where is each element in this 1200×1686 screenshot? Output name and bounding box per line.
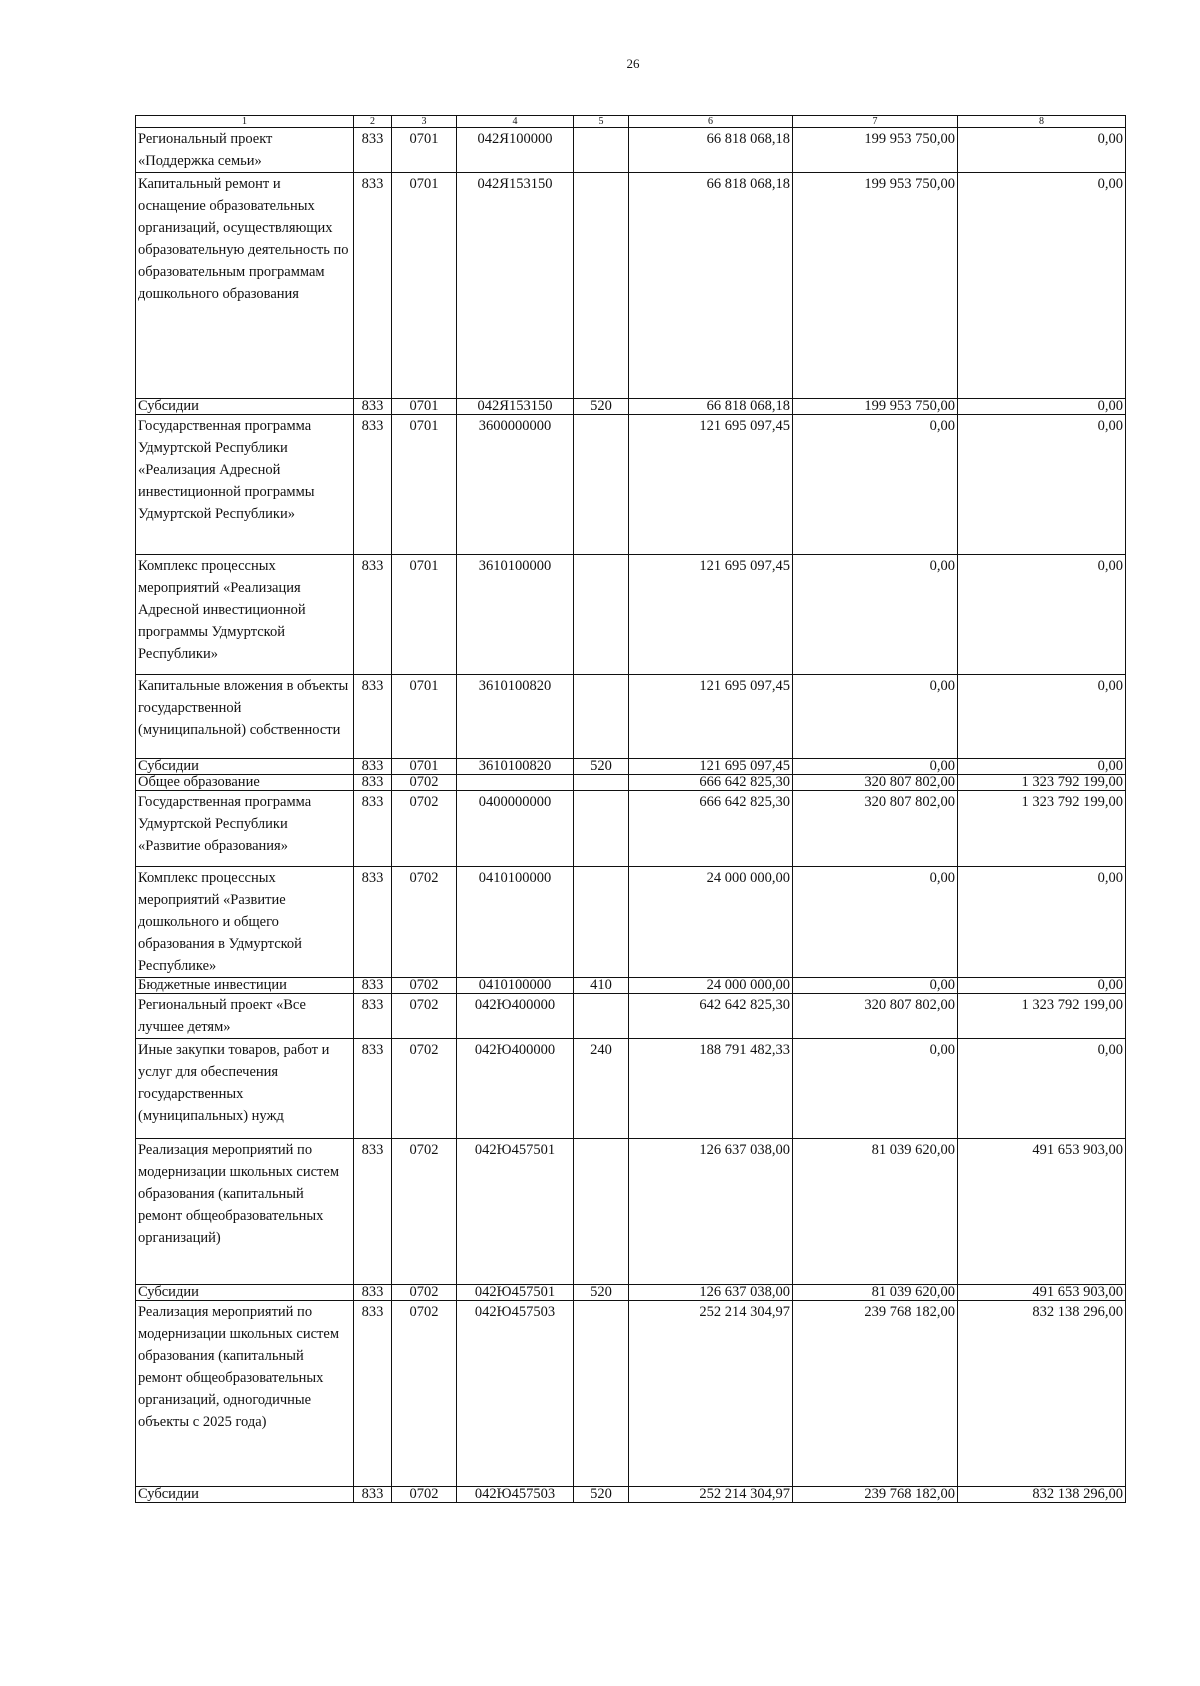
expense-type-cell: 240 [574,1039,629,1139]
amount-cell: 0,00 [793,978,958,994]
column-header: 6 [629,116,793,128]
section-cell: 0701 [392,555,457,675]
expense-type-cell [574,994,629,1039]
table-row [136,978,1126,994]
row-name-cell: Капитальный ремонт и оснащение образовательных организаций, осуществляющих образовательную деятельность по образовательным программам дошкольного образования [136,173,354,399]
code-cell: 833 [354,1487,392,1503]
expense-type-cell [574,415,629,555]
column-header: 3 [392,116,457,128]
column-header: 5 [574,116,629,128]
code-cell: 833 [354,1139,392,1285]
target-article-cell: 042Ю457503 [457,1301,574,1487]
row-name-cell: Комплекс процессных мероприятий «Развитие дошкольного и общего образования в Удмуртской Республике» [136,867,354,978]
table-header-row [136,116,1126,128]
amount-cell: 0,00 [793,867,958,978]
amount-cell: 252 214 304,97 [629,1301,793,1487]
table-row [136,759,1126,775]
amount-cell: 66 818 068,18 [629,399,793,415]
section-cell: 0701 [392,173,457,399]
column-header: 2 [354,116,392,128]
section-cell: 0701 [392,128,457,173]
table-row [136,791,1126,867]
code-cell: 833 [354,867,392,978]
table-row [136,555,1126,675]
amount-cell: 121 695 097,45 [629,675,793,759]
table-row [136,173,1126,399]
column-header: 7 [793,116,958,128]
row-name-cell: Реализация мероприятий по модернизации школьных систем образования (капитальный ремонт общеобразовательных организаций) [136,1139,354,1285]
row-name-cell: Субсидии [136,1285,354,1301]
row-name-cell: Государственная программа Удмуртской Республики «Реализация Адресной инвестиционной программы Удмуртской Республики» [136,415,354,555]
amount-cell: 66 818 068,18 [629,173,793,399]
target-article-cell: 3610100000 [457,555,574,675]
expense-type-cell [574,555,629,675]
amount-cell: 666 642 825,30 [629,775,793,791]
section-cell: 0701 [392,399,457,415]
target-article-cell: 042Я100000 [457,128,574,173]
code-cell: 833 [354,399,392,415]
amount-cell: 0,00 [793,415,958,555]
page-number: 26 [626,56,640,71]
row-name-cell: Региональный проект «Поддержка семьи» [136,128,354,173]
section-cell: 0702 [392,1139,457,1285]
section-cell: 0702 [392,775,457,791]
target-article-cell: 3600000000 [457,415,574,555]
amount-cell: 0,00 [958,675,1126,759]
amount-cell: 0,00 [958,173,1126,399]
row-name-cell: Государственная программа Удмуртской Республики «Развитие образования» [136,791,354,867]
section-cell: 0702 [392,791,457,867]
target-article-cell: 0410100000 [457,978,574,994]
table-row [136,1039,1126,1139]
amount-cell: 491 653 903,00 [958,1139,1126,1285]
code-cell: 833 [354,1301,392,1487]
amount-cell: 320 807 802,00 [793,775,958,791]
amount-cell: 491 653 903,00 [958,1285,1126,1301]
code-cell: 833 [354,415,392,555]
table-row [136,994,1126,1039]
amount-cell: 0,00 [958,867,1126,978]
row-name-cell: Региональный проект «Все лучшее детям» [136,994,354,1039]
expense-type-cell [574,867,629,978]
amount-cell: 239 768 182,00 [793,1487,958,1503]
code-cell: 833 [354,675,392,759]
table-row [136,1487,1126,1503]
section-cell: 0701 [392,675,457,759]
section-cell: 0701 [392,759,457,775]
row-name-cell: Субсидии [136,759,354,775]
column-header: 1 [136,116,354,128]
row-name-cell: Капитальные вложения в объекты государственной (муниципальной) собственности [136,675,354,759]
section-cell: 0701 [392,415,457,555]
row-name-cell: Субсидии [136,399,354,415]
expense-type-cell [574,128,629,173]
row-name-cell: Реализация мероприятий по модернизации школьных систем образования (капитальный ремонт общеобразовательных организаций, одногодичные объекты с 2025 года) [136,1301,354,1487]
section-cell: 0702 [392,978,457,994]
amount-cell: 199 953 750,00 [793,128,958,173]
expense-type-cell: 410 [574,978,629,994]
expense-type-cell [574,1301,629,1487]
amount-cell: 1 323 792 199,00 [958,775,1126,791]
expense-type-cell: 520 [574,1285,629,1301]
code-cell: 833 [354,759,392,775]
amount-cell: 81 039 620,00 [793,1285,958,1301]
amount-cell: 81 039 620,00 [793,1139,958,1285]
amount-cell: 0,00 [793,1039,958,1139]
code-cell: 833 [354,791,392,867]
amount-cell: 320 807 802,00 [793,994,958,1039]
amount-cell: 252 214 304,97 [629,1487,793,1503]
target-article-cell: 042Ю457501 [457,1139,574,1285]
code-cell: 833 [354,128,392,173]
amount-cell: 0,00 [958,128,1126,173]
amount-cell: 0,00 [793,675,958,759]
expense-type-cell [574,775,629,791]
code-cell: 833 [354,994,392,1039]
amount-cell: 1 323 792 199,00 [958,791,1126,867]
code-cell: 833 [354,1285,392,1301]
section-cell: 0702 [392,1285,457,1301]
amount-cell: 666 642 825,30 [629,791,793,867]
target-article-cell: 0400000000 [457,791,574,867]
row-name-cell: Бюджетные инвестиции [136,978,354,994]
table-row [136,675,1126,759]
amount-cell: 0,00 [958,415,1126,555]
table-row [136,1285,1126,1301]
amount-cell: 832 138 296,00 [958,1487,1126,1503]
section-cell: 0702 [392,1039,457,1139]
amount-cell: 0,00 [793,555,958,675]
target-article-cell [457,775,574,791]
target-article-cell: 042Я153150 [457,399,574,415]
amount-cell: 121 695 097,45 [629,759,793,775]
amount-cell: 121 695 097,45 [629,555,793,675]
table-row [136,1301,1126,1487]
table-row [136,867,1126,978]
expense-type-cell [574,791,629,867]
row-name-cell: Комплекс процессных мероприятий «Реализация Адресной инвестиционной программы Удмуртской Республики» [136,555,354,675]
column-header: 8 [958,116,1126,128]
target-article-cell: 3610100820 [457,759,574,775]
amount-cell: 0,00 [958,399,1126,415]
amount-cell: 0,00 [958,1039,1126,1139]
amount-cell: 188 791 482,33 [629,1039,793,1139]
amount-cell: 239 768 182,00 [793,1301,958,1487]
amount-cell: 199 953 750,00 [793,399,958,415]
amount-cell: 126 637 038,00 [629,1139,793,1285]
amount-cell: 24 000 000,00 [629,978,793,994]
section-cell: 0702 [392,994,457,1039]
amount-cell: 24 000 000,00 [629,867,793,978]
target-article-cell: 042Ю457503 [457,1487,574,1503]
code-cell: 833 [354,775,392,791]
target-article-cell: 0410100000 [457,867,574,978]
row-name-cell: Иные закупки товаров, работ и услуг для обеспечения государственных (муниципальных) нужд [136,1039,354,1139]
table-row [136,399,1126,415]
amount-cell: 0,00 [958,555,1126,675]
code-cell: 833 [354,555,392,675]
expense-type-cell [574,173,629,399]
target-article-cell: 042Я153150 [457,173,574,399]
code-cell: 833 [354,978,392,994]
amount-cell: 0,00 [793,759,958,775]
row-name-cell: Субсидии [136,1487,354,1503]
amount-cell: 642 642 825,30 [629,994,793,1039]
target-article-cell: 042Ю400000 [457,1039,574,1139]
code-cell: 833 [354,1039,392,1139]
target-article-cell: 042Ю400000 [457,994,574,1039]
section-cell: 0702 [392,1301,457,1487]
expense-type-cell [574,675,629,759]
expense-type-cell: 520 [574,399,629,415]
expense-type-cell: 520 [574,759,629,775]
code-cell: 833 [354,173,392,399]
amount-cell: 126 637 038,00 [629,1285,793,1301]
expense-type-cell [574,1139,629,1285]
expense-type-cell: 520 [574,1487,629,1503]
table-row [136,128,1126,173]
section-cell: 0702 [392,867,457,978]
target-article-cell: 042Ю457501 [457,1285,574,1301]
section-cell: 0702 [392,1487,457,1503]
amount-cell: 66 818 068,18 [629,128,793,173]
amount-cell: 0,00 [958,759,1126,775]
amount-cell: 0,00 [958,978,1126,994]
amount-cell: 121 695 097,45 [629,415,793,555]
amount-cell: 1 323 792 199,00 [958,994,1126,1039]
budget-table [135,115,1126,1503]
amount-cell: 832 138 296,00 [958,1301,1126,1487]
table-row [136,415,1126,555]
table-row [136,1139,1126,1285]
table-row [136,775,1126,791]
column-header: 4 [457,116,574,128]
target-article-cell: 3610100820 [457,675,574,759]
amount-cell: 320 807 802,00 [793,791,958,867]
amount-cell: 199 953 750,00 [793,173,958,399]
row-name-cell: Общее образование [136,775,354,791]
